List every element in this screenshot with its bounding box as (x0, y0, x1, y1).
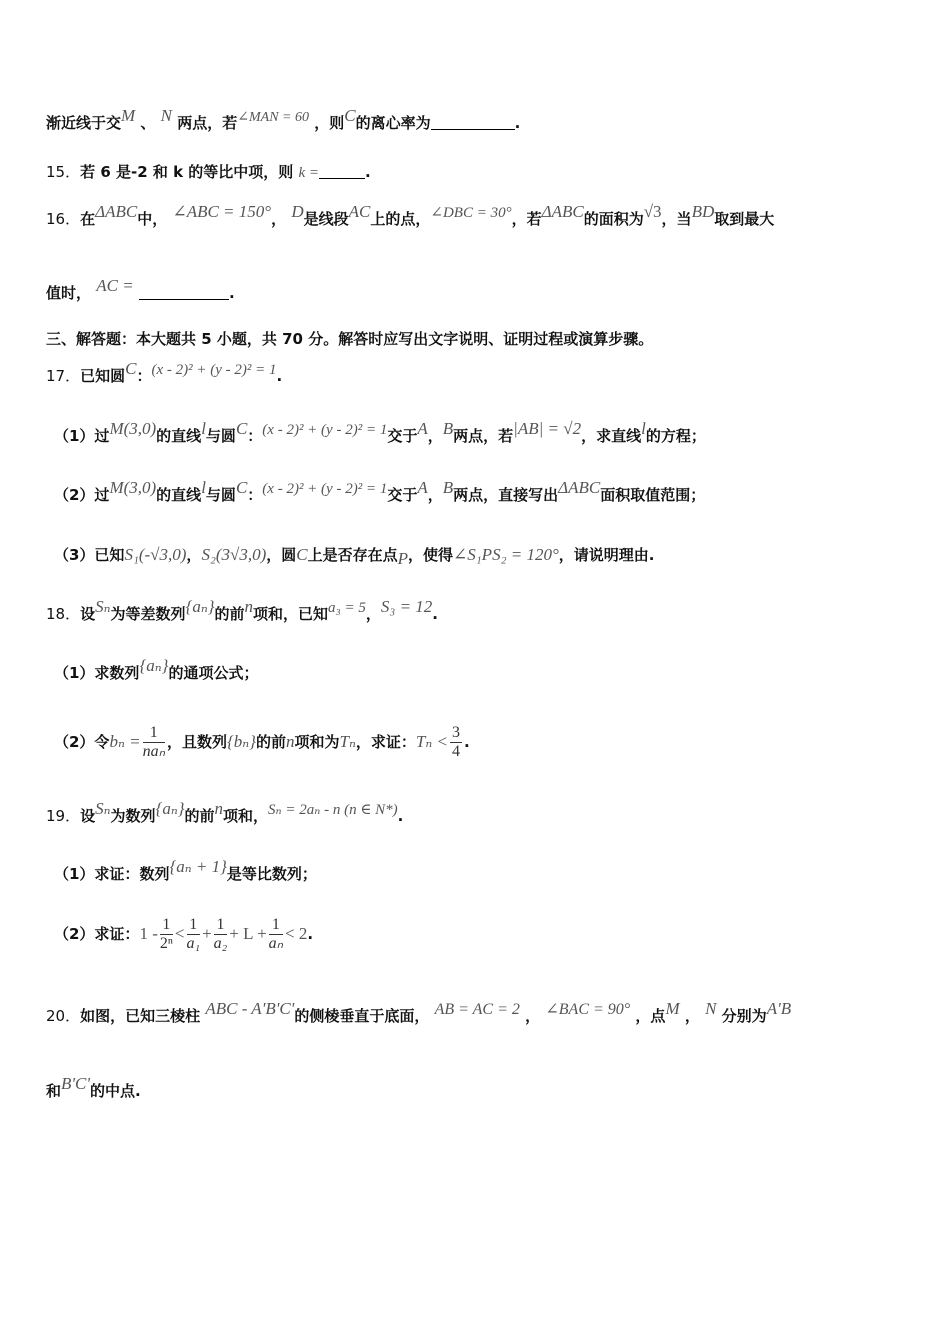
question-number: 20． (46, 1007, 81, 1025)
fraction (269, 916, 283, 953)
q18-math: S₃ = 12 (380, 597, 433, 616)
q17-text: 交于 (387, 486, 418, 504)
q19-text: . (307, 925, 314, 943)
q16-text: ，当 (661, 210, 692, 228)
q17-math: l (641, 419, 646, 438)
q14-text: 两点，若 (177, 114, 238, 132)
q18-math: Sₙ (95, 597, 111, 616)
q17-math: P (397, 549, 409, 568)
q17-text: 两点，直接写出 (453, 486, 559, 504)
fraction (160, 916, 173, 953)
q20-math: ∠BAC = 90° (545, 1001, 631, 1018)
q17-math: C (235, 478, 248, 497)
part-label: （3）已知 (54, 546, 125, 564)
part-label: （2）令 (54, 733, 110, 751)
fraction (187, 916, 201, 953)
q16-math: AC = (96, 276, 134, 295)
q18-math: a₃ = 5 (328, 600, 366, 616)
q20-math: N (705, 999, 717, 1018)
question-number: 15． (46, 163, 81, 181)
q16-math: ∠DBC = 30° (430, 205, 512, 221)
q16-line-1 (46, 202, 775, 230)
q17-text: ，使得 (408, 546, 454, 564)
q20-math: M (665, 999, 680, 1018)
q16-text: 是线段 (303, 210, 349, 228)
fraction-denominator: aₙ (268, 935, 284, 952)
q19-text: 的前 (184, 807, 215, 825)
question-number: 16． (46, 210, 81, 228)
q17-math: B (442, 419, 454, 438)
q17-text: ，求直线 (581, 427, 642, 445)
q17-math: ΔABC (558, 478, 601, 497)
q17-text: 的直线 (156, 486, 202, 504)
q17-text: ，请说明理由. (558, 546, 655, 564)
q19-math: + L + (229, 924, 267, 943)
q17-math: B (442, 478, 454, 497)
q17-part-3 (54, 545, 655, 568)
q17-text: ： (247, 486, 263, 504)
q20-text: ， (525, 1007, 541, 1025)
q19-math: < (174, 924, 185, 943)
fraction-denominator: a₁ (186, 935, 201, 952)
q16-text: 取到最大 (714, 210, 775, 228)
q16-math: D (291, 202, 304, 221)
q17-math: A (417, 478, 428, 497)
q17-text: ， (427, 427, 443, 445)
q14-text: 的离心率为 (355, 114, 431, 132)
q17-text: 与圆 (205, 486, 236, 504)
q20-line-1 (46, 999, 792, 1027)
q17-math: C (125, 359, 137, 378)
answer-blank (319, 178, 365, 179)
q17-text: . (276, 367, 283, 385)
section-title: 三、解答题：本大题共 5 小题，共 70 分。解答时应写出文字说明、证明过程或演算步骤。 (46, 330, 654, 348)
q18-math: n (285, 732, 295, 751)
q19-math: n (214, 799, 224, 818)
fraction (214, 916, 228, 953)
q14-math: ∠MAN = 60 (237, 110, 309, 125)
q17-math: (x - 2)² + (y - 2)² = 1 (262, 422, 388, 438)
q15-text: . (365, 163, 371, 181)
q18-math: {aₙ} (185, 597, 215, 616)
q20-text: 的中点. (90, 1082, 141, 1100)
q18-math: n (244, 597, 254, 616)
q19-math: + (202, 924, 212, 943)
q17-text: 的方程； (645, 427, 706, 445)
q16-text: . (228, 284, 235, 302)
q17-text: ， (186, 546, 202, 564)
q14-math: C (344, 106, 356, 125)
q16-text: ，若 (511, 210, 542, 228)
fraction-denominator: 4 (451, 743, 460, 760)
q19-part-1 (54, 857, 317, 884)
q18-text: 为等差数列 (110, 605, 186, 623)
fraction-numerator: 1 (269, 916, 283, 935)
q18-math: bₙ = (109, 732, 141, 751)
q16-text: 在 (80, 210, 96, 228)
q17-math: l (201, 478, 206, 497)
q17-math: M(3,0) (109, 419, 157, 438)
q17-math: C (296, 545, 308, 564)
fraction-numerator: 3 (451, 724, 460, 741)
q17-text: ： (247, 427, 263, 445)
q19-math: {aₙ} (155, 799, 185, 818)
q17-math: S₁(-√3,0) (124, 545, 187, 564)
answer-blank (431, 129, 515, 130)
q19-text: 为数列 (110, 807, 156, 825)
q14-text: 渐近线于交 (46, 114, 122, 132)
q19-math: {aₙ + 1} (169, 857, 227, 876)
q17-text: ，圆 (266, 546, 297, 564)
q20-line-2 (46, 1074, 141, 1101)
q18-text: 项和，已知 (253, 605, 329, 623)
q17-math: |AB| = √2 (513, 419, 582, 438)
q17-math: (x - 2)² + (y - 2)² = 1 (151, 362, 277, 378)
q20-math: B'C' (61, 1074, 91, 1093)
fraction (450, 724, 462, 761)
q16-math: ΔABC (541, 202, 584, 221)
q20-text: 和 (46, 1082, 62, 1100)
q19-math: 1 - (139, 924, 158, 943)
q17-math: S₂(3√3,0) (201, 545, 267, 564)
q17-text: ： (136, 367, 152, 385)
fraction-numerator: 1 (160, 916, 173, 935)
q16-math: BD (691, 202, 715, 221)
q17-text: 面积取值范围； (600, 486, 706, 504)
q18-math: {aₙ} (139, 656, 169, 675)
q14-text: . (514, 114, 521, 132)
part-label: （1）过 (54, 427, 110, 445)
q19-math: Sₙ = 2aₙ - n (n ∈ N*) (268, 802, 398, 818)
q18-text: 的前 (214, 605, 245, 623)
q19-part-2 (54, 914, 313, 954)
fraction-denominator: a₂ (213, 935, 228, 952)
q18-text: 项和为 (294, 733, 340, 751)
q18-part-1 (54, 656, 259, 683)
q14-text: 、 (140, 114, 156, 132)
fraction (143, 724, 165, 761)
q18-text: 的通项公式； (168, 664, 259, 682)
q18-math: Tₙ < (415, 732, 448, 751)
q15-math: k = (298, 165, 320, 181)
q19-math: < 2 (285, 924, 308, 943)
q19-text: 设 (80, 807, 96, 825)
q18-text: ， (365, 605, 381, 623)
part-label: （2）过 (54, 486, 110, 504)
q19-text: 项和， (223, 807, 269, 825)
q16-text: 的面积为 (583, 210, 644, 228)
q16-math: √3 (643, 202, 662, 221)
q19-text: . (397, 807, 404, 825)
q16-line-2 (46, 276, 235, 303)
q20-math: AB = AC = 2 (434, 1001, 520, 1018)
q20-text: ， (684, 1007, 700, 1025)
q17-part-2 (54, 478, 706, 506)
q17-text: 上是否存在点 (307, 546, 398, 564)
q19-math: Sₙ (95, 799, 111, 818)
fraction-numerator: 1 (187, 916, 201, 935)
q18-part-2 (54, 722, 470, 762)
part-label: （1）求证：数列 (54, 865, 170, 883)
fraction-denominator: naₙ (142, 743, 165, 760)
q16-text: 上的点， (370, 210, 431, 228)
q20-math: A'B (766, 999, 792, 1018)
q17-text: 与圆 (205, 427, 236, 445)
question-number: 17． (46, 367, 81, 385)
fraction-numerator: 1 (143, 724, 165, 743)
q18-math: Tₙ (339, 732, 356, 751)
q17-math: l (201, 419, 206, 438)
q17-math: C (235, 419, 248, 438)
q17-line (46, 359, 283, 387)
q20-text: 分别为 (721, 1007, 767, 1025)
q20-text: ，点 (635, 1007, 666, 1025)
q18-text: . (432, 605, 438, 623)
question-number: 19． (46, 807, 81, 825)
q16-math: ΔABC (95, 202, 138, 221)
fraction-numerator: 1 (214, 916, 228, 935)
q20-text: 的侧棱垂直于底面， (294, 1007, 430, 1025)
q17-text: 已知圆 (80, 367, 126, 385)
part-label: （1）求数列 (54, 664, 140, 682)
q18-line (46, 597, 438, 625)
q18-math: {bₙ} (226, 732, 256, 751)
part-label: （2）求证： (54, 925, 140, 943)
q16-text: 中， (137, 210, 168, 228)
q17-math: (x - 2)² + (y - 2)² = 1 (262, 481, 388, 497)
q17-math: M(3,0) (109, 478, 157, 497)
q17-text: 的直线 (156, 427, 202, 445)
answer-blank (139, 299, 229, 300)
q17-text: ， (427, 486, 443, 504)
q15-text: 若 6 是-2 和 k 的等比中项，则 (80, 163, 294, 181)
q20-text: 如图，已知三棱柱 (80, 1007, 201, 1025)
q16-math: AC (348, 202, 371, 221)
q17-text: 交于 (387, 427, 418, 445)
q16-text: ， (271, 210, 287, 228)
q14-line (46, 106, 521, 135)
q16-math: ∠ABC = 150° (172, 202, 272, 221)
q18-text: ，求证： (355, 733, 416, 751)
q17-part-1 (54, 419, 706, 447)
q14-math: M (121, 106, 136, 125)
q14-math: N (160, 106, 173, 125)
q14-text: ，则 (314, 114, 345, 132)
q20-math: ABC - A'B'C' (205, 999, 295, 1018)
q18-text: 的前 (255, 733, 286, 751)
q16-text: 值时， (46, 284, 92, 302)
q19-text: 是等比数列； (226, 865, 317, 883)
q17-math: A (417, 419, 428, 438)
q18-text: ，且数列 (166, 733, 227, 751)
q17-text: 两点，若 (453, 427, 514, 445)
q17-math: ∠S₁PS₂ = 120° (453, 545, 559, 564)
question-number: 18． (46, 605, 81, 623)
q19-line (46, 799, 404, 827)
q15-line (46, 162, 371, 183)
q18-text: 设 (80, 605, 96, 623)
q18-text: . (463, 733, 470, 751)
fraction-denominator: 2ⁿ (159, 935, 173, 952)
